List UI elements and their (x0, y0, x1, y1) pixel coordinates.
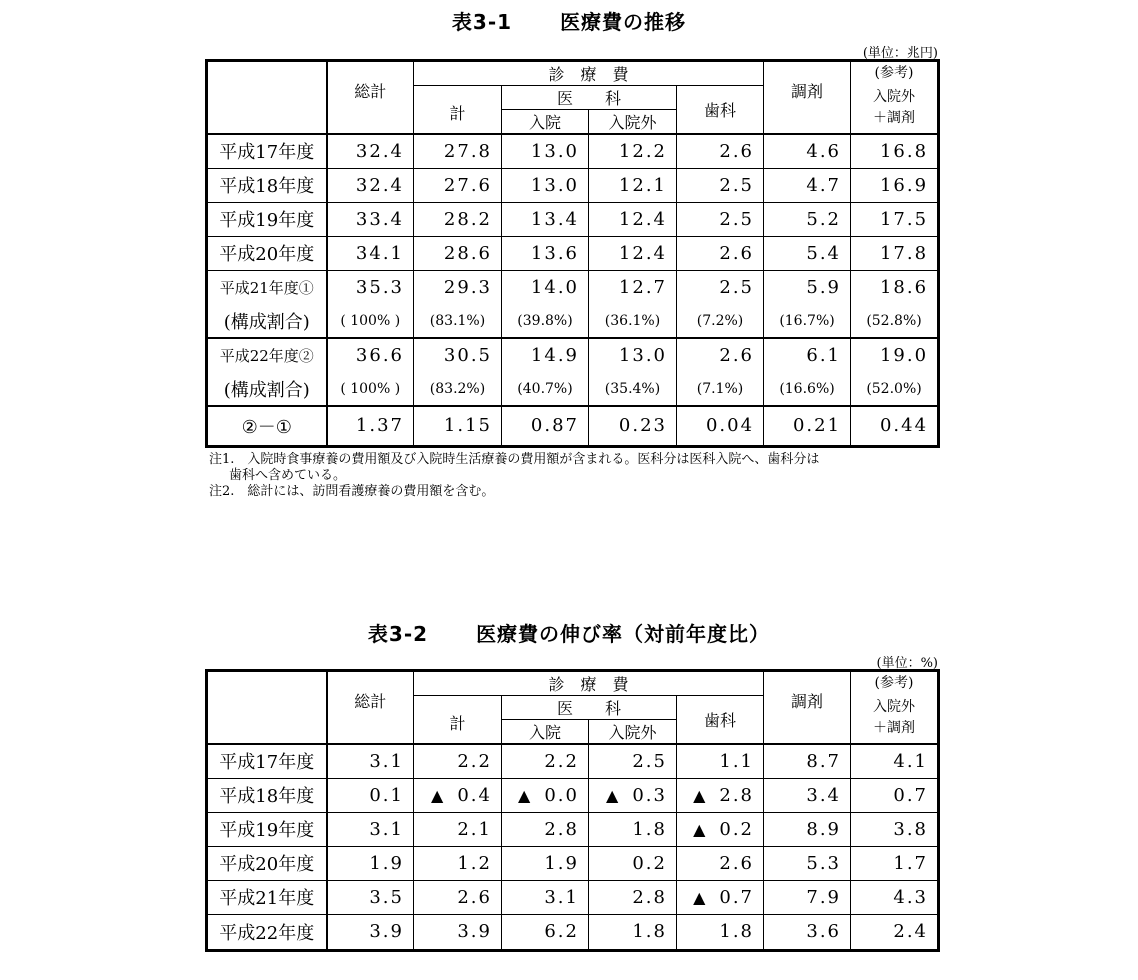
cell-total: 3.5 (327, 880, 414, 914)
cell-sanko: (52.0%) (851, 372, 939, 406)
cell-kei: 27.8 (414, 134, 502, 168)
cell-kei: 2.2 (414, 744, 502, 778)
cell-nyuingai (589, 778, 677, 812)
cell-chozai: 3.4 (764, 778, 851, 812)
table-row (207, 202, 939, 236)
cell-sanko: 17.5 (851, 202, 939, 236)
cell-nyuin: 1.9 (502, 846, 589, 880)
cell-kei: 3.9 (414, 914, 502, 950)
cell-kei: (83.1%) (414, 304, 502, 338)
table1 (205, 59, 940, 448)
cell-total: 34.1 (327, 236, 414, 270)
row-label: (構成割合) (207, 304, 327, 338)
row-label: 平成18年度 (207, 778, 327, 812)
cell-kei: 1.15 (414, 406, 502, 446)
table2-header-sanko-sub2: ＋調剤 (851, 720, 939, 745)
cell-nyuingai: 0.23 (589, 406, 677, 446)
row-label: 平成17年度 (207, 134, 327, 168)
table-row (207, 236, 939, 270)
cell-nyuingai: 1.8 (589, 914, 677, 950)
cell-kei: 30.5 (414, 338, 502, 372)
cell-nyuin: 14.0 (502, 270, 589, 304)
table2-title (0, 618, 1138, 647)
cell-nyuin: 6.2 (502, 914, 589, 950)
cell-shika: 2.5 (677, 270, 764, 304)
cell-total: 32.4 (327, 134, 414, 168)
row-label: 平成22年度② (207, 338, 327, 372)
cell-total: 3.1 (327, 812, 414, 846)
table-row (207, 270, 939, 304)
cell-kei: 2.6 (414, 880, 502, 914)
cell-sanko: 18.6 (851, 270, 939, 304)
cell-total: ( 100% ) (327, 372, 414, 406)
table1-header-nyuin: 入院 (502, 110, 589, 135)
cell-shika: 2.6 (677, 846, 764, 880)
cell-value: 0.3 (632, 784, 667, 806)
cell-sanko: 0.7 (851, 778, 939, 812)
table-row (207, 846, 939, 880)
cell-kei: 27.6 (414, 168, 502, 202)
row-label: 平成17年度 (207, 744, 327, 778)
cell-nyuingai: 13.0 (589, 338, 677, 372)
cell-chozai: 6.1 (764, 338, 851, 372)
cell-sanko: 4.1 (851, 744, 939, 778)
table1-header-sanko-sub2: ＋調剤 (851, 110, 939, 135)
table2-header-ika: 医 科 (502, 696, 677, 720)
table-row (207, 338, 939, 372)
cell-shika (677, 880, 764, 914)
row-label: 平成21年度① (207, 270, 327, 304)
cell-kei: 1.2 (414, 846, 502, 880)
table2-header-nyuin: 入院 (502, 720, 589, 745)
cell-nyuingai: 2.5 (589, 744, 677, 778)
cell-nyuin: 13.0 (502, 134, 589, 168)
table2-header-shinryo: 診 療 費 (414, 671, 764, 696)
cell-chozai: 5.9 (764, 270, 851, 304)
cell-shika: 1.1 (677, 744, 764, 778)
cell-total: ( 100% ) (327, 304, 414, 338)
cell-kei: 28.2 (414, 202, 502, 236)
cell-nyuin: 14.9 (502, 338, 589, 372)
cell-shika (677, 778, 764, 812)
table-row (207, 914, 939, 950)
cell-total: 3.9 (327, 914, 414, 950)
table1-header-total: 総計 (327, 61, 414, 135)
table1-notes (209, 452, 819, 500)
cell-chozai: 3.6 (764, 914, 851, 950)
cell-total: 36.6 (327, 338, 414, 372)
table-row (207, 134, 939, 168)
cell-chozai: 8.7 (764, 744, 851, 778)
cell-chozai: 5.2 (764, 202, 851, 236)
negative-triangle-icon: ▲ (431, 785, 444, 805)
cell-kei (414, 778, 502, 812)
table1-header-sanko: (参考) (851, 61, 939, 86)
table-row (207, 778, 939, 812)
cell-value: 0.2 (719, 818, 755, 840)
cell-chozai: 7.9 (764, 880, 851, 914)
cell-nyuin: 13.6 (502, 236, 589, 270)
table2-title-text: 医療費の伸び率（対前年度比） (476, 622, 771, 646)
cell-kei: 2.1 (414, 812, 502, 846)
cell-nyuin: 3.1 (502, 880, 589, 914)
table2-title-number: 表3-2 (367, 622, 429, 646)
cell-chozai: (16.7%) (764, 304, 851, 338)
row-label: 平成19年度 (207, 202, 327, 236)
cell-nyuin (502, 778, 589, 812)
cell-total: 32.4 (327, 168, 414, 202)
cell-nyuin: 13.0 (502, 168, 589, 202)
table2-header-sanko-sub1: 入院外 (851, 696, 939, 720)
cell-sanko: 2.4 (851, 914, 939, 950)
table-row (207, 304, 939, 338)
table1-header-ika: 医 科 (502, 86, 677, 110)
note-2: 注2. 総計には、訪問看護療養の費用額を含む。 (209, 484, 495, 499)
cell-nyuin: 13.4 (502, 202, 589, 236)
cell-chozai: (16.6%) (764, 372, 851, 406)
table1-unit: (単位：兆円) (862, 46, 938, 61)
note-1-continued: 歯科へ含めている。 (229, 468, 347, 483)
table1-header-nyuingai: 入院外 (589, 110, 677, 135)
cell-nyuingai: 1.8 (589, 812, 677, 846)
cell-nyuingai: 2.8 (589, 880, 677, 914)
cell-total: 1.37 (327, 406, 414, 446)
table1-header-shika: 歯科 (677, 86, 764, 135)
table1-corner-cell (207, 61, 327, 135)
row-label: 平成20年度 (207, 846, 327, 880)
cell-shika: (7.1%) (677, 372, 764, 406)
table2-corner-cell (207, 671, 327, 745)
table1-header-shinryo: 診 療 費 (414, 61, 764, 86)
cell-shika: 0.04 (677, 406, 764, 446)
cell-nyuin: 2.8 (502, 812, 589, 846)
cell-total: 0.1 (327, 778, 414, 812)
cell-nyuingai: 12.7 (589, 270, 677, 304)
table2 (205, 669, 940, 952)
table-row (207, 744, 939, 778)
cell-chozai: 8.9 (764, 812, 851, 846)
cell-shika: 2.6 (677, 236, 764, 270)
table2-header-chozai: 調剤 (764, 671, 851, 745)
negative-triangle-icon: ▲ (693, 785, 706, 805)
table1-header-kei: 計 (414, 86, 502, 135)
negative-triangle-icon: ▲ (606, 785, 619, 805)
table1-title-text: 医療費の推移 (560, 10, 687, 34)
table-row (207, 812, 939, 846)
row-label: 平成18年度 (207, 168, 327, 202)
cell-shika: 2.6 (677, 134, 764, 168)
row-label: 平成21年度 (207, 880, 327, 914)
table2-header-total: 総計 (327, 671, 414, 745)
table-row (207, 372, 939, 406)
cell-sanko: 16.9 (851, 168, 939, 202)
negative-triangle-icon: ▲ (693, 819, 706, 839)
cell-nyuingai: (35.4%) (589, 372, 677, 406)
cell-chozai: 5.3 (764, 846, 851, 880)
cell-total: 3.1 (327, 744, 414, 778)
table2-header-shika: 歯科 (677, 696, 764, 745)
table1-header-chozai: 調剤 (764, 61, 851, 135)
note-1: 注1. 入院時食事療養の費用額及び入院時生活療養の費用額が含まれる。医科分は医科入院へ、歯科分は (209, 452, 820, 467)
cell-shika (677, 812, 764, 846)
table2-unit: (単位：%) (876, 656, 938, 671)
cell-nyuin: 2.2 (502, 744, 589, 778)
cell-sanko: 16.8 (851, 134, 939, 168)
negative-triangle-icon: ▲ (518, 785, 531, 805)
cell-kei: 29.3 (414, 270, 502, 304)
cell-shika: 2.6 (677, 338, 764, 372)
row-label: 平成20年度 (207, 236, 327, 270)
cell-nyuingai: (36.1%) (589, 304, 677, 338)
cell-shika: 2.5 (677, 202, 764, 236)
cell-nyuin: (39.8%) (502, 304, 589, 338)
cell-chozai: 4.7 (764, 168, 851, 202)
cell-kei: 28.6 (414, 236, 502, 270)
cell-total: 1.9 (327, 846, 414, 880)
cell-total: 33.4 (327, 202, 414, 236)
cell-sanko: 3.8 (851, 812, 939, 846)
cell-shika: 2.5 (677, 168, 764, 202)
cell-nyuingai: 12.4 (589, 236, 677, 270)
row-label: 平成22年度 (207, 914, 327, 950)
table-row (207, 406, 939, 446)
table2-header-kei: 計 (414, 696, 502, 745)
cell-value: 0.0 (544, 784, 579, 806)
cell-nyuingai: 12.1 (589, 168, 677, 202)
cell-kei: (83.2%) (414, 372, 502, 406)
cell-value: 0.7 (719, 886, 755, 908)
cell-nyuin: 0.87 (502, 406, 589, 446)
table1-title (0, 6, 1138, 35)
row-label: 平成19年度 (207, 812, 327, 846)
table1-title-number: 表3-1 (451, 10, 513, 34)
cell-sanko: 1.7 (851, 846, 939, 880)
row-label: (構成割合) (207, 372, 327, 406)
negative-triangle-icon: ▲ (693, 887, 706, 907)
row-label: ②－① (207, 406, 327, 446)
cell-nyuingai: 0.2 (589, 846, 677, 880)
table-row (207, 880, 939, 914)
table1-header-sanko-sub1: 入院外 (851, 86, 939, 110)
cell-shika: (7.2%) (677, 304, 764, 338)
cell-total: 35.3 (327, 270, 414, 304)
cell-nyuin: (40.7%) (502, 372, 589, 406)
cell-value: 2.8 (719, 784, 755, 806)
cell-value: 0.4 (457, 784, 492, 806)
cell-sanko: 4.3 (851, 880, 939, 914)
table-row (207, 168, 939, 202)
cell-nyuingai: 12.2 (589, 134, 677, 168)
table2-header-sanko: (参考) (851, 671, 939, 696)
cell-chozai: 0.21 (764, 406, 851, 446)
cell-shika: 1.8 (677, 914, 764, 950)
table2-header-nyuingai: 入院外 (589, 720, 677, 745)
cell-sanko: 19.0 (851, 338, 939, 372)
cell-sanko: 17.8 (851, 236, 939, 270)
cell-sanko: (52.8%) (851, 304, 939, 338)
cell-nyuingai: 12.4 (589, 202, 677, 236)
cell-chozai: 5.4 (764, 236, 851, 270)
cell-sanko: 0.44 (851, 406, 939, 446)
cell-chozai: 4.6 (764, 134, 851, 168)
